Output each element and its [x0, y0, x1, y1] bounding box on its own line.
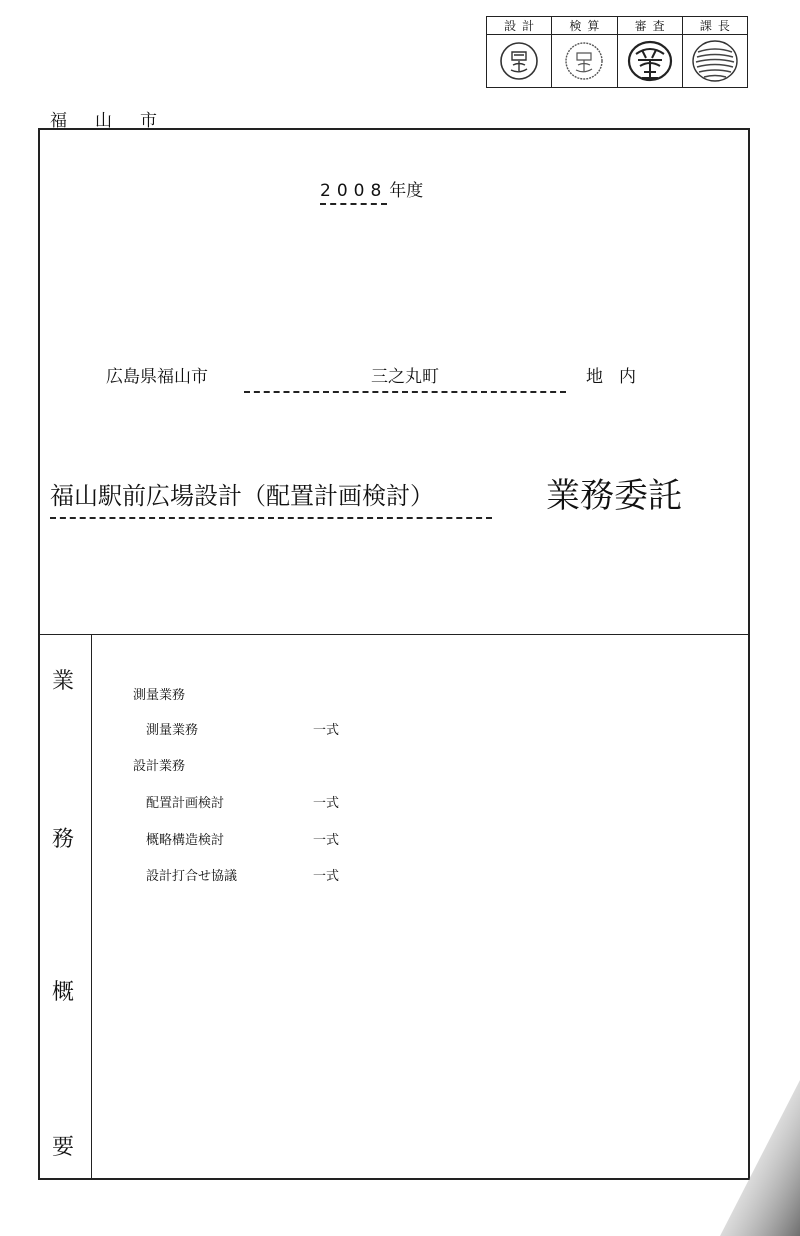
- scan-shadow: [700, 1080, 800, 1236]
- fiscal-year-suffix: 年度: [389, 181, 424, 201]
- approval-column-check: [551, 17, 616, 87]
- seal-stamp-icon: [487, 35, 551, 87]
- approval-column-chief: [682, 17, 747, 87]
- outline-item-qty: 一式: [313, 869, 340, 884]
- outline-item-name: 測量業務: [146, 723, 199, 738]
- side-column-divider: [91, 634, 92, 1180]
- approval-stamp-table: [486, 16, 748, 88]
- location-town: 三之丸町: [244, 362, 566, 393]
- side-label-char: 業: [52, 669, 75, 694]
- seal-stamp-icon: [683, 35, 747, 87]
- document-frame: [38, 128, 750, 1180]
- outline-item-qty: 一式: [313, 833, 340, 848]
- project-title: 福山駅前広場設計（配置計画検討）: [50, 476, 492, 519]
- approval-header-check: 検算: [552, 17, 616, 35]
- section-divider: [38, 634, 750, 635]
- outline-item-name: 配置計画検討: [146, 796, 225, 811]
- approval-column-review: [617, 17, 682, 87]
- side-label-char: 概: [52, 980, 75, 1005]
- seal-stamp-icon: [618, 35, 682, 87]
- project-title-suffix: 業務委託: [546, 476, 682, 516]
- approval-column-design: [487, 17, 551, 87]
- approval-header-design: 設計: [487, 17, 551, 35]
- side-label-char: 務: [52, 827, 75, 852]
- outline-item-name: 概略構造検討: [146, 833, 225, 848]
- fiscal-year: [320, 176, 423, 205]
- approval-header-review: 審査: [618, 17, 682, 35]
- seal-stamp-icon: [552, 35, 616, 87]
- outline-item-qty: 一式: [313, 796, 340, 811]
- location-prefecture: 広島県福山市: [106, 367, 208, 387]
- outline-category: 設計業務: [133, 759, 186, 774]
- outline-item-name: 設計打合せ協議: [146, 869, 238, 884]
- city-name: 福山市: [50, 111, 185, 131]
- outline-item-qty: 一式: [313, 723, 340, 738]
- side-label-char: 要: [52, 1135, 75, 1160]
- approval-header-chief: 課長: [683, 17, 747, 35]
- outline-category: 測量業務: [133, 688, 186, 703]
- location-within: 地内: [586, 367, 652, 387]
- fiscal-year-number: 2008: [320, 181, 387, 205]
